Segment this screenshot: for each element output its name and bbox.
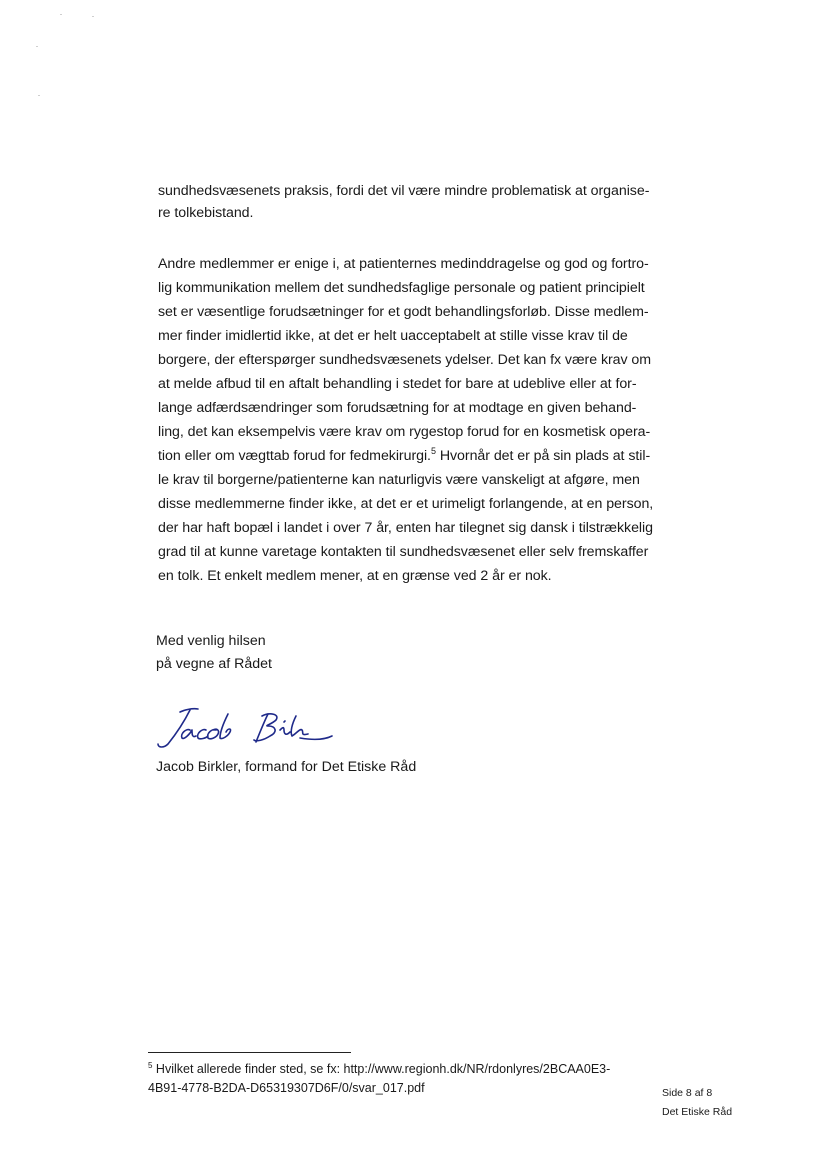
paragraph-2-line: mer finder imidlertid ikke, at det er helt uacceptabelt at stille visse krav til de [158,328,628,344]
footnote-line [148,1062,610,1076]
signer-name: Jacob Birkler, formand for Det Etiske Råd [156,759,417,775]
closing-on-behalf: på vegne af Rådet [156,656,272,672]
paragraph-2-line [158,446,650,466]
paragraph-1-line: sundhedsvæsenets praksis, fordi det vil være mindre problematisk at organise- [158,183,650,199]
paragraph-2-line: lig kommunikation mellem det sundhedsfaglige personale og patient principielt [158,280,645,296]
scan-speck [38,95,40,96]
paragraph-1-line: re tolkebistand. [158,205,254,221]
paragraph-2-line: der har haft bopæl i landet i over 7 år, enten har tilegnet sig dansk i tilstrækkelig [158,520,653,536]
closing-greeting: Med venlig hilsen [156,633,266,649]
paragraph-2-line: set er væsentlige forudsætninger for et godt behandlingsforløb. Disse medlem- [158,304,649,320]
paragraph-2-line: Andre medlemmer er enige i, at patienternes medinddragelse og god og fortro- [158,256,649,272]
paragraph-2-line-tail: Hvornår det er på sin plads at stil- [435,448,651,464]
paragraph-2-line: lange adfærdsændringer som forudsætning for at modtage en given behand- [158,400,637,416]
paragraph-2-line: borgere, der efterspørger sundhedsvæsenets ydelser. Det kan fx være krav om [158,352,652,368]
paragraph-2-line: at melde afbud til en aftalt behandling i stedet for bare at udeblive eller at for- [158,376,637,392]
paragraph-2-line: le krav til borgerne/patienterne kan naturligvis være vanskeligt at afgøre, men [158,472,640,488]
paragraph-2-line: disse medlemmerne finder ikke, at det er et urimeligt forlangende, at en person, [158,496,654,512]
scan-speck [92,16,94,17]
paragraph-2-line: grad til at kunne varetage kontakten til sundhedsvæsenet eller selv fremskaffer [158,544,649,560]
footer-organization: Det Etiske Råd [662,1106,733,1118]
footnote-number: 5 [148,1061,153,1070]
footnote-separator [148,1052,351,1053]
handwritten-signature [150,700,340,760]
footnote-text: Hvilket allerede finder sted, se fx: http://www.regionh.dk/NR/rdonlyres/2BCAA0E3- [152,1062,611,1076]
paragraph-2-line-text: tion eller om vægttab forud for fedmekirurgi. [158,448,431,464]
scan-speck [36,46,38,47]
footnote-reference: 5 [430,446,436,456]
scan-speck [60,14,62,15]
paragraph-2-line: ling, det kan eksempelvis være krav om rygestop forud for en kosmetisk opera- [158,424,651,440]
paragraph-2-line: en tolk. Et enkelt medlem mener, at en grænse ved 2 år er nok. [158,568,552,584]
page-number: Side 8 af 8 [662,1087,713,1099]
footnote-line: 4B91-4778-B2DA-D65319307D6F/0/svar_017.pdf [148,1081,425,1095]
